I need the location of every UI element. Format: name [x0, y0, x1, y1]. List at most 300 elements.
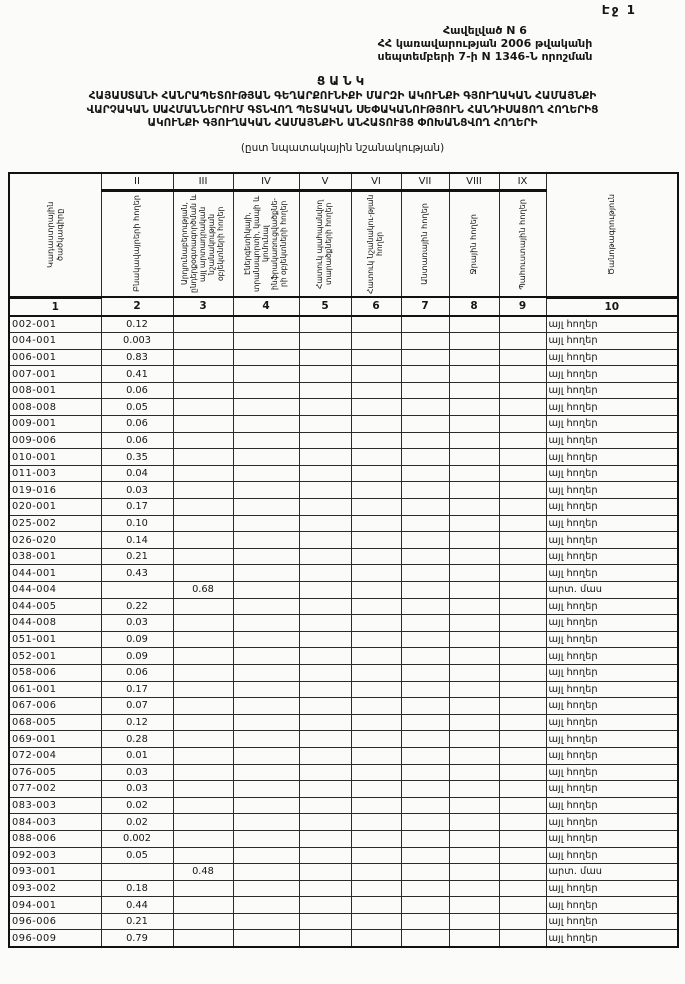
- value-cell: 0.05: [101, 399, 173, 416]
- table-row: [9, 731, 678, 748]
- value-cell: [101, 864, 173, 881]
- value-cell: [401, 648, 449, 665]
- value-cell: [449, 880, 499, 897]
- value-cell: 0.03: [101, 482, 173, 499]
- value-cell: [173, 731, 233, 748]
- value-cell: [173, 416, 233, 433]
- value-cell: 0.18: [101, 880, 173, 897]
- value-cell: [299, 830, 351, 847]
- value-cell: [173, 814, 233, 831]
- value-cell: [233, 648, 299, 665]
- value-cell: [499, 382, 546, 399]
- value-cell: [351, 598, 401, 615]
- value-cell: [351, 681, 401, 698]
- value-cell: [173, 615, 233, 632]
- value-cell: [173, 499, 233, 516]
- value-cell: [401, 598, 449, 615]
- value-cell: [299, 532, 351, 549]
- note-cell: այլ հողեր: [546, 515, 678, 532]
- value-cell: [499, 532, 546, 549]
- roman-numeral-IV: IV: [233, 173, 299, 191]
- value-cell: [173, 532, 233, 549]
- value-cell: [233, 499, 299, 516]
- value-cell: [401, 615, 449, 632]
- value-cell: [299, 814, 351, 831]
- value-cell: [173, 565, 233, 582]
- cadastral-code-cell: 051-001: [9, 631, 101, 648]
- value-cell: [299, 465, 351, 482]
- value-cell: [401, 897, 449, 914]
- note-cell: այլ հողեր: [546, 598, 678, 615]
- value-cell: 0.17: [101, 681, 173, 698]
- cadastral-code-cell: 094-001: [9, 897, 101, 914]
- column-number: 3: [173, 297, 233, 316]
- value-cell: [351, 548, 401, 565]
- note-cell: այլ հողեր: [546, 714, 678, 731]
- value-cell: [401, 366, 449, 383]
- value-cell: [499, 465, 546, 482]
- value-cell: 0.14: [101, 532, 173, 549]
- value-cell: 0.12: [101, 714, 173, 731]
- value-cell: [173, 781, 233, 798]
- roman-numeral-III: III: [173, 173, 233, 191]
- cadastral-code-cell: 044-005: [9, 598, 101, 615]
- value-cell: 0.48: [173, 864, 233, 881]
- value-cell: [449, 930, 499, 947]
- table-row: [9, 698, 678, 715]
- column-number: 5: [299, 297, 351, 316]
- value-cell: [299, 631, 351, 648]
- value-cell: [173, 880, 233, 897]
- table-row: [9, 747, 678, 764]
- value-cell: [173, 366, 233, 383]
- value-cell: [173, 515, 233, 532]
- value-cell: [449, 598, 499, 615]
- cadastral-code-cell: 076-005: [9, 764, 101, 781]
- value-cell: 0.09: [101, 648, 173, 665]
- value-cell: [401, 814, 449, 831]
- value-cell: [299, 366, 351, 383]
- value-cell: [499, 333, 546, 350]
- table-row: [9, 880, 678, 897]
- table-row: [9, 714, 678, 731]
- subtitle-line: ՀԱՅԱՍՏԱՆԻ ՀԱՆՐԱՊԵՏՈՒԹՅԱՆ ԳԵՂԱՐՔՈՒՆԻՔԻ ՄԱՐԶԻ ԱԿՈՒՆՔԻ ԳՅՈՒՂԱԿԱՆ ՀԱՄԱՅՆՔԻ: [88, 90, 597, 102]
- cadastral-code-cell: 083-003: [9, 797, 101, 814]
- column-number-row: [9, 297, 678, 316]
- value-cell: [299, 880, 351, 897]
- column-header-cadastral-code: Կադաստրային ծածկագիրը: [9, 173, 101, 297]
- page-number: Էջ 1: [601, 3, 637, 17]
- value-cell: 0.07: [101, 698, 173, 715]
- value-cell: [449, 664, 499, 681]
- value-cell: [401, 830, 449, 847]
- table-row: [9, 316, 678, 333]
- value-cell: [299, 432, 351, 449]
- value-cell: [299, 698, 351, 715]
- roman-numeral-row: [9, 173, 678, 191]
- value-cell: [233, 698, 299, 715]
- value-cell: [233, 532, 299, 549]
- value-cell: 0.83: [101, 349, 173, 366]
- value-cell: [351, 349, 401, 366]
- value-cell: [299, 382, 351, 399]
- value-cell: [173, 316, 233, 333]
- value-cell: [351, 714, 401, 731]
- value-cell: [401, 532, 449, 549]
- value-cell: [233, 631, 299, 648]
- value-cell: [299, 681, 351, 698]
- cadastral-code-cell: 052-001: [9, 648, 101, 665]
- note-cell: այլ հողեր: [546, 781, 678, 798]
- note-cell: այլ հողեր: [546, 913, 678, 930]
- table-row: [9, 515, 678, 532]
- value-cell: [173, 664, 233, 681]
- cadastral-code-cell: 058-006: [9, 664, 101, 681]
- value-cell: [351, 532, 401, 549]
- value-cell: [233, 465, 299, 482]
- value-cell: [351, 847, 401, 864]
- value-cell: [173, 333, 233, 350]
- table-row: [9, 465, 678, 482]
- value-cell: [173, 449, 233, 466]
- cadastral-code-cell: 077-002: [9, 781, 101, 798]
- value-cell: [401, 731, 449, 748]
- note-cell: այլ հողեր: [546, 930, 678, 947]
- value-cell: [401, 316, 449, 333]
- value-cell: [499, 930, 546, 947]
- table-row: [9, 449, 678, 466]
- value-cell: [401, 548, 449, 565]
- value-cell: [401, 664, 449, 681]
- note-cell: այլ հողեր: [546, 698, 678, 715]
- value-cell: [299, 847, 351, 864]
- cadastral-code-cell: 044-004: [9, 582, 101, 599]
- value-cell: [299, 913, 351, 930]
- value-cell: [233, 714, 299, 731]
- value-cell: [401, 582, 449, 599]
- value-cell: [233, 897, 299, 914]
- value-cell: [449, 747, 499, 764]
- value-cell: [499, 681, 546, 698]
- value-cell: [449, 548, 499, 565]
- column-header-water-lands: Ջրային հողեր: [449, 191, 499, 298]
- value-cell: [233, 598, 299, 615]
- value-cell: [449, 465, 499, 482]
- value-cell: [449, 648, 499, 665]
- value-cell: [173, 830, 233, 847]
- cadastral-code-cell: 004-001: [9, 333, 101, 350]
- value-cell: [299, 747, 351, 764]
- value-cell: 0.17: [101, 499, 173, 516]
- value-cell: [499, 797, 546, 814]
- value-cell: [449, 681, 499, 698]
- value-cell: [401, 449, 449, 466]
- table-row: [9, 781, 678, 798]
- value-cell: [233, 814, 299, 831]
- value-cell: [449, 731, 499, 748]
- cadastral-code-cell: 093-002: [9, 880, 101, 897]
- value-cell: [351, 830, 401, 847]
- note-cell: այլ հողեր: [546, 432, 678, 449]
- value-cell: [351, 781, 401, 798]
- value-cell: [233, 316, 299, 333]
- value-cell: [499, 664, 546, 681]
- value-cell: [499, 631, 546, 648]
- value-cell: [499, 747, 546, 764]
- value-cell: [499, 598, 546, 615]
- value-cell: [299, 416, 351, 433]
- note-cell: այլ հողեր: [546, 366, 678, 383]
- value-cell: [173, 681, 233, 698]
- value-cell: [499, 864, 546, 881]
- value-cell: [401, 864, 449, 881]
- column-header-note: Ծանոթագրություն: [546, 173, 678, 297]
- land-transfer-table: [8, 172, 679, 948]
- note-cell: այլ հողեր: [546, 731, 678, 748]
- value-cell: [299, 515, 351, 532]
- note-cell: այլ հողեր: [546, 349, 678, 366]
- note-cell: այլ հողեր: [546, 548, 678, 565]
- value-cell: [173, 797, 233, 814]
- value-cell: 0.06: [101, 382, 173, 399]
- note-cell: այլ հողեր: [546, 880, 678, 897]
- cadastral-code-cell: 068-005: [9, 714, 101, 731]
- value-cell: [449, 333, 499, 350]
- note-cell: այլ հողեր: [546, 648, 678, 665]
- value-cell: [173, 432, 233, 449]
- value-cell: [449, 449, 499, 466]
- cadastral-code-cell: 026-020: [9, 532, 101, 549]
- value-cell: [299, 930, 351, 947]
- value-cell: [173, 847, 233, 864]
- subtitle-note: (ըստ նպատակային նշանակության): [240, 142, 445, 154]
- table-row: [9, 382, 678, 399]
- value-cell: [499, 764, 546, 781]
- value-cell: [499, 582, 546, 599]
- value-cell: 0.03: [101, 781, 173, 798]
- cadastral-code-cell: 061-001: [9, 681, 101, 698]
- value-cell: [233, 582, 299, 599]
- table-row: [9, 930, 678, 947]
- value-cell: [299, 731, 351, 748]
- value-cell: 0.79: [101, 930, 173, 947]
- value-cell: 0.21: [101, 913, 173, 930]
- value-cell: [173, 930, 233, 947]
- cadastral-code-cell: 008-001: [9, 382, 101, 399]
- roman-numeral-VI: VI: [351, 173, 401, 191]
- table-row: [9, 913, 678, 930]
- note-cell: այլ հողեր: [546, 499, 678, 516]
- column-number: 1: [9, 297, 101, 316]
- cadastral-code-cell: 008-008: [9, 399, 101, 416]
- note-cell: այլ հողեր: [546, 764, 678, 781]
- cadastral-code-cell: 092-003: [9, 847, 101, 864]
- value-cell: [449, 532, 499, 549]
- value-cell: 0.06: [101, 664, 173, 681]
- note-cell: այլ հողեր: [546, 382, 678, 399]
- value-cell: [351, 747, 401, 764]
- value-cell: [401, 515, 449, 532]
- value-cell: [173, 465, 233, 482]
- table-row: [9, 333, 678, 350]
- value-cell: [233, 399, 299, 416]
- value-cell: [401, 482, 449, 499]
- value-cell: [401, 698, 449, 715]
- cadastral-code-cell: 019-016: [9, 482, 101, 499]
- note-cell: այլ հողեր: [546, 664, 678, 681]
- value-cell: [351, 366, 401, 383]
- cadastral-code-cell: 007-001: [9, 366, 101, 383]
- value-cell: [499, 847, 546, 864]
- appendix-line: Հավելված N 6: [443, 24, 527, 37]
- column-number: 2: [101, 297, 173, 316]
- table-row: [9, 664, 678, 681]
- value-cell: [173, 897, 233, 914]
- table-row: [9, 366, 678, 383]
- value-cell: [233, 615, 299, 632]
- cadastral-code-cell: 044-008: [9, 615, 101, 632]
- value-cell: [449, 830, 499, 847]
- table-row: [9, 897, 678, 914]
- value-cell: [233, 781, 299, 798]
- note-cell: այլ հողեր: [546, 847, 678, 864]
- value-cell: [499, 714, 546, 731]
- cadastral-code-cell: 025-002: [9, 515, 101, 532]
- cadastral-code-cell: 011-003: [9, 465, 101, 482]
- note-cell: այլ հողեր: [546, 532, 678, 549]
- subtitle-line: ԱԿՈՒՆՔԻ ԳՅՈՒՂԱԿԱՆ ՀԱՄԱՅՆՔԻՆ ԱՆՀԱՏՈՒՅՑ ՓՈԽԱՆՑՎՈՂ ՀՈՂԵՐԻ: [147, 117, 538, 129]
- value-cell: 0.41: [101, 366, 173, 383]
- value-cell: [299, 399, 351, 416]
- value-cell: [101, 582, 173, 599]
- value-cell: [499, 814, 546, 831]
- value-cell: [449, 814, 499, 831]
- value-cell: [401, 333, 449, 350]
- value-cell: [449, 366, 499, 383]
- value-cell: 0.02: [101, 814, 173, 831]
- table-row: [9, 416, 678, 433]
- value-cell: 0.68: [173, 582, 233, 599]
- value-cell: 0.002: [101, 830, 173, 847]
- value-cell: [173, 747, 233, 764]
- note-cell: այլ հողեր: [546, 333, 678, 350]
- value-cell: 0.06: [101, 432, 173, 449]
- value-cell: [173, 648, 233, 665]
- value-cell: [233, 664, 299, 681]
- document-subtitle: [6, 90, 679, 131]
- value-cell: [233, 864, 299, 881]
- value-cell: [499, 432, 546, 449]
- table-row: [9, 598, 678, 615]
- value-cell: [499, 515, 546, 532]
- table-row: [9, 797, 678, 814]
- value-cell: [401, 764, 449, 781]
- value-cell: [299, 897, 351, 914]
- cadastral-code-cell: 010-001: [9, 449, 101, 466]
- cadastral-code-cell: 084-003: [9, 814, 101, 831]
- column-header-industrial-lands: Արդյունաբերության, ընդերքօգտագործման և այլ արտադրական նշանակության օբյեկտների հողեր: [173, 191, 233, 298]
- note-cell: այլ հողեր: [546, 399, 678, 416]
- value-cell: [351, 864, 401, 881]
- roman-numeral-VIII: VIII: [449, 173, 499, 191]
- appendix-line: սեպտեմբերի 7-ի N 1346-Ն որոշման: [377, 50, 593, 63]
- note-cell: այլ հողեր: [546, 416, 678, 433]
- value-cell: [299, 499, 351, 516]
- value-cell: [499, 565, 546, 582]
- note-cell: այլ հողեր: [546, 631, 678, 648]
- value-cell: [351, 913, 401, 930]
- value-cell: [499, 897, 546, 914]
- column-number: 10: [546, 297, 678, 316]
- value-cell: [449, 913, 499, 930]
- value-cell: [173, 349, 233, 366]
- value-cell: [299, 615, 351, 632]
- table-row: [9, 830, 678, 847]
- value-cell: [499, 316, 546, 333]
- value-cell: 0.03: [101, 615, 173, 632]
- value-cell: [351, 432, 401, 449]
- note-cell: այլ հողեր: [546, 316, 678, 333]
- value-cell: [233, 880, 299, 897]
- value-cell: [351, 382, 401, 399]
- cadastral-code-cell: 072-004: [9, 747, 101, 764]
- value-cell: [401, 681, 449, 698]
- note-cell: այլ հողեր: [546, 681, 678, 698]
- cadastral-code-cell: 088-006: [9, 830, 101, 847]
- table-row: [9, 615, 678, 632]
- cadastral-code-cell: 009-006: [9, 432, 101, 449]
- value-cell: [351, 582, 401, 599]
- value-cell: 0.22: [101, 598, 173, 615]
- value-cell: [299, 781, 351, 798]
- value-cell: [499, 548, 546, 565]
- value-cell: [233, 830, 299, 847]
- value-cell: [351, 482, 401, 499]
- value-cell: [499, 482, 546, 499]
- value-cell: [449, 764, 499, 781]
- cadastral-code-cell: 009-001: [9, 416, 101, 433]
- value-cell: [499, 399, 546, 416]
- value-cell: [449, 781, 499, 798]
- value-cell: [233, 847, 299, 864]
- note-cell: արտ. մաս: [546, 582, 678, 599]
- value-cell: 0.05: [101, 847, 173, 864]
- value-cell: [401, 499, 449, 516]
- value-cell: [449, 698, 499, 715]
- value-cell: [449, 482, 499, 499]
- value-cell: [173, 382, 233, 399]
- value-cell: [351, 797, 401, 814]
- value-cell: [233, 764, 299, 781]
- value-cell: 0.003: [101, 333, 173, 350]
- value-cell: [449, 565, 499, 582]
- value-cell: [233, 747, 299, 764]
- value-cell: [173, 714, 233, 731]
- table-row: [9, 482, 678, 499]
- value-cell: [449, 349, 499, 366]
- note-cell: այլ հողեր: [546, 747, 678, 764]
- value-cell: [173, 764, 233, 781]
- value-cell: [233, 349, 299, 366]
- value-cell: [401, 797, 449, 814]
- value-cell: [233, 731, 299, 748]
- table-row: [9, 399, 678, 416]
- value-cell: [351, 648, 401, 665]
- value-cell: [499, 366, 546, 383]
- value-cell: [449, 499, 499, 516]
- table-row: [9, 349, 678, 366]
- column-header-settlement-lands: Բնակավայրերի հողեր: [101, 191, 173, 298]
